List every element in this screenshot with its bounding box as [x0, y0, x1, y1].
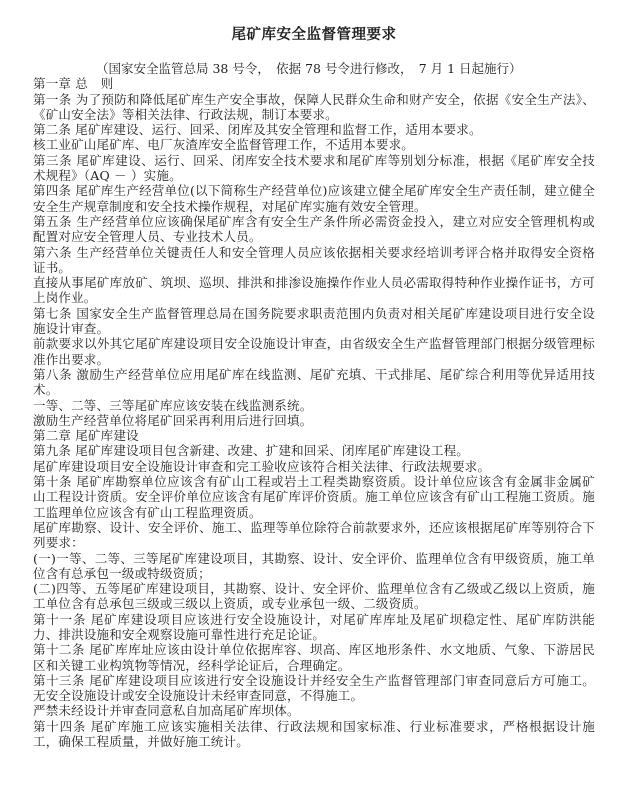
- paragraph: 前款要求以外其它尾矿库建设项目安全设施设计审查，由省级安全生产监督管理部门根据分级管理标准作出要求。: [33, 336, 595, 367]
- paragraph: 第七条 国家安全生产监督管理总局在国务院要求职责范围内负责对相关尾矿库建设项目进行安全设施设计审查。: [33, 305, 595, 337]
- paragraph: 第二章 尾矿库建设: [33, 428, 139, 444]
- paragraph: 激励生产经营单位将尾矿回采再利用后进行回填。: [33, 412, 313, 428]
- paragraph: 第十二条 尾矿库库址应该由设计单位依据库容、坝高、库区地形条件、水文地质、气象、下游居民区和关键工业构筑物等情况，经科学论证后，合理确定。: [33, 642, 595, 673]
- paragraph: 第九条 尾矿库建设项目包含新建、改建、扩建和回采、闭库尾矿库建设工程。: [33, 443, 469, 459]
- paragraph: 第一条 为了预防和降低尾矿库生产安全事故，保障人民群众生命和财产安全，依据《安全生产法》、《矿山安全法》等相关法律、行政法规，制订本要求。: [33, 91, 595, 122]
- paragraph: 第十一条 尾矿库建设项目应该进行安全设施设计，对尾矿库库址及尾矿坝稳定性、尾矿库防洪能力、排洪设施和安全观察设施可靠性进行充足论证。: [33, 611, 595, 642]
- paragraph: (二)四等、五等尾矿库建设项目，其勘察、设计、安全评价、监理单位含有乙级或乙级以上资质，施工单位含有总承包三级或三级以上资质，或专业承包一级、二级资质。: [33, 581, 595, 612]
- paragraph: 尾矿库勘察、设计、安全评价、施工、监理等单位除符合前款要求外，还应该根据尾矿库等别符合下列要求：: [33, 519, 595, 551]
- paragraph: (一)一等、二等、三等尾矿库建设项目，其勘察、设计、安全评价、监理单位含有甲级资质，施工单位含有总承包一级或特级资质；: [33, 550, 595, 581]
- paragraph: 核工业矿山尾矿库、电厂灰渣库安全监督管理工作，不适用本要求。: [33, 137, 415, 153]
- paragraph: 第十四条 尾矿库施工应该实施相关法律、行政法规和国家标准、行业标准要求，严格根据设计施工，确保工程质量，并做好施工统计。: [33, 718, 595, 750]
- paragraph: 第四条 尾矿库生产经营单位(以下简称生产经营单位)应该建立健全尾矿库安全生产责任制，建立健全安全生产规章制度和安全技术操作规程，对尾矿库实施有效安全管理。: [33, 183, 595, 214]
- paragraph: 第六条 生产经营单位关键责任人和安全管理人员应该依据相关要求经培训考评合格并取得安全资格证书。: [33, 244, 595, 275]
- paragraph: 第八条 激励生产经营单位应用尾矿库在线监测、尾矿充填、干式排尾、尾矿综合利用等优异适用技术。: [33, 366, 595, 398]
- paragraph: 第十条 尾矿库勘察单位应该含有矿山工程或岩土工程类勘察资质。设计单位应该含有金属非金属矿山工程设计资质。安全评价单位应该含有尾矿库评价资质。施工单位应该含有矿山工程施工资质。施工监理单位应该含有矿山工程监理资质。: [33, 474, 595, 520]
- document-body: [33, 76, 595, 749]
- document-title: 尾矿库安全监督管理要求: [231, 26, 397, 43]
- paragraph: 第一章 总 则: [33, 76, 114, 92]
- paragraph: 尾矿库建设项目安全设施设计审查和完工验收应该符合相关法律、行政法规要求。: [33, 458, 491, 474]
- paragraph: 直接从事尾矿库放矿、筑坝、巡坝、排洪和排渗设施操作作业人员必需取得特种作业操作证书，方可上岗作业。: [33, 275, 595, 306]
- paragraph: 严禁未经设计并审查同意私自加高尾矿库坝体。: [33, 703, 300, 719]
- document-subtitle: （国家安全监管总局 38 号令， 依据 78 号令进行修改， 7 月 1 日起施行）: [96, 61, 522, 76]
- paragraph: 第十三条 尾矿库建设项目应该进行安全设施设计并经安全生产监督管理部门审查同意后方可施工。无安全设施设计或安全设施设计未经审查同意，不得施工。: [33, 672, 595, 704]
- paragraph: 第二条 尾矿库建设、运行、回采、闭库及其安全管理和监督工作，适用本要求。: [33, 122, 482, 138]
- paragraph: 第五条 生产经营单位应该确保尾矿库含有安全生产条件所必需资金投入，建立对应安全管理机构或配置对应安全管理人员、专业技术人员。: [33, 213, 595, 245]
- paragraph: 第三条 尾矿库建设、运行、回采、闭库安全技术要求和尾矿库等别划分标准，根据《尾矿库安全技术规程》（AQ － ）实施。: [33, 152, 595, 184]
- paragraph: 一等、二等、三等尾矿库应该安装在线监测系统。: [33, 397, 313, 413]
